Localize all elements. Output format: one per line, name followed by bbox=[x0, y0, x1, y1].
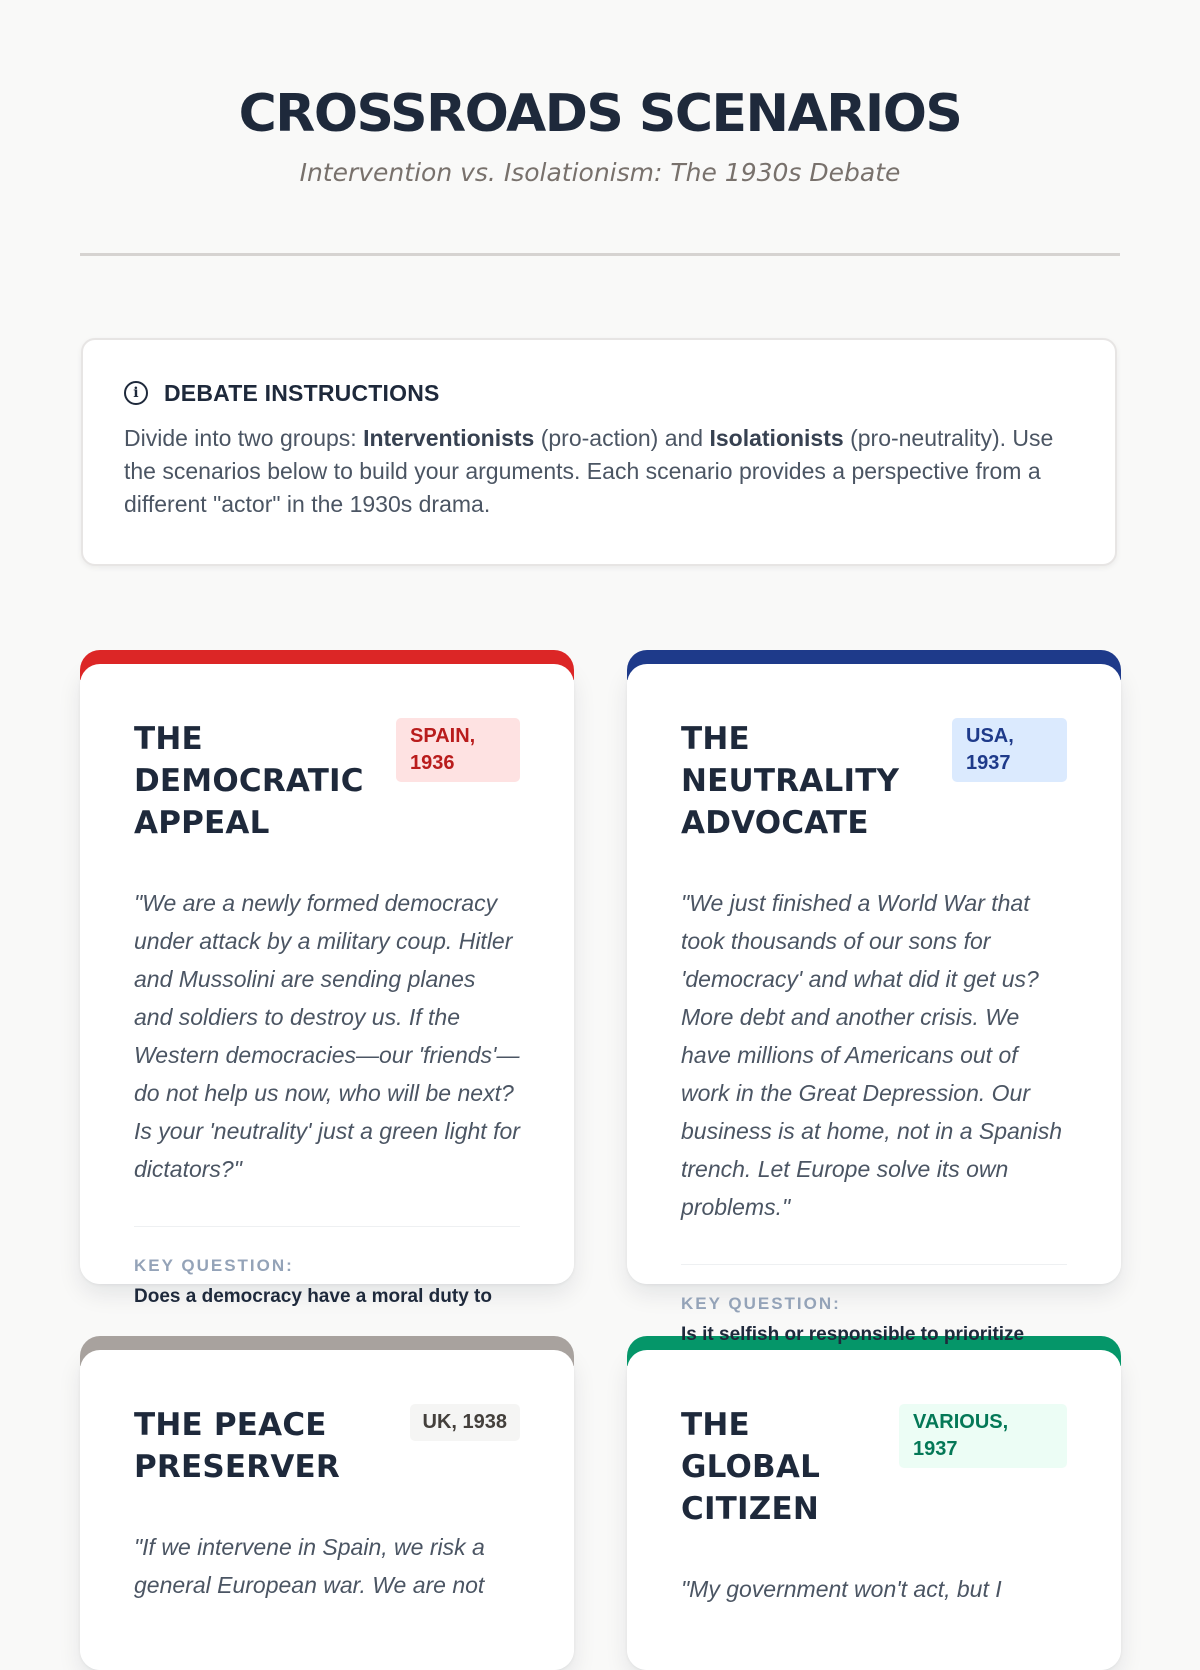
instructions-text-part: Divide into two groups: bbox=[124, 425, 364, 451]
key-question-label: KEY QUESTION: bbox=[134, 1256, 294, 1275]
card-title: THE PEACE PRESERVER bbox=[134, 1407, 340, 1485]
instructions-text-part: (pro-action) and bbox=[534, 425, 710, 451]
card-content bbox=[134, 1404, 520, 1604]
scenario-card-neutrality-advocate bbox=[627, 664, 1121, 1345]
card-title: THE DEMOCRATIC APPEAL bbox=[134, 721, 364, 841]
card-divider bbox=[681, 1264, 1067, 1265]
scenario-card-peace-preserver bbox=[80, 1350, 574, 1670]
page-title: CROSSROADS SCENARIOS bbox=[238, 84, 962, 144]
card-title: THE GLOBAL CITIZEN bbox=[681, 1407, 821, 1527]
card-content bbox=[134, 718, 520, 1308]
card-location-tag: SPAIN, 1936 bbox=[396, 718, 520, 782]
card-location-tag: VARIOUS, 1937 bbox=[899, 1404, 1067, 1468]
card-title: THE NEUTRALITY ADVOCATE bbox=[681, 721, 900, 841]
scenario-card-democratic-appeal bbox=[80, 664, 574, 1307]
instructions-text-part: (pro-neutrality). Use the scenarios below to build your arguments. Each scenario provides a perspective from a different "actor" in the 1930s drama. bbox=[124, 425, 1054, 517]
group-interventionists: Interventionists bbox=[363, 425, 535, 451]
card-header bbox=[134, 718, 520, 844]
card-header bbox=[681, 718, 1067, 844]
info-icon: i bbox=[124, 381, 148, 405]
instructions-heading: DEBATE INSTRUCTIONS bbox=[164, 379, 440, 406]
card-location-tag: UK, 1938 bbox=[410, 1404, 521, 1441]
instructions-heading-row bbox=[124, 378, 1075, 408]
instructions-text bbox=[124, 422, 1075, 521]
group-isolationists: Isolationists bbox=[709, 425, 844, 451]
debate-instructions-panel bbox=[81, 338, 1117, 566]
key-question-label: KEY QUESTION: bbox=[681, 1294, 841, 1313]
card-quote: "My government won't act, but I bbox=[681, 1576, 1002, 1602]
card-quote: "We just finished a World War that took thousands of our sons for 'democracy' and what did it get us? More debt and another crisis. We have millions of Americans out of work in the Great Depression. Our business is at home, not in a Spanish trench. Let Europe solve its own problems." bbox=[681, 890, 1063, 1220]
page-subtitle: Intervention vs. Isolationism: The 1930s Debate bbox=[299, 158, 901, 187]
card-header bbox=[134, 1404, 520, 1488]
key-question-text: Is it selfish or responsible to prioritize bbox=[681, 1324, 1025, 1345]
card-content bbox=[681, 1404, 1067, 1608]
card-location-tag: USA, 1937 bbox=[952, 718, 1067, 782]
card-quote: "We are a newly formed democracy under attack by a military coup. Hitler and Mussolini are sending planes and soldiers to destroy us. If the Western democracies—our 'friends'—do not help us now, who will be next? Is your 'neutrality' just a green light for dictators?" bbox=[134, 890, 520, 1182]
key-question-text: Does a democracy have a moral duty to bbox=[134, 1286, 492, 1307]
scenario-card-global-citizen bbox=[627, 1350, 1121, 1670]
card-divider bbox=[134, 1226, 520, 1227]
card-header bbox=[681, 1404, 1067, 1530]
card-content bbox=[681, 718, 1067, 1346]
page-header bbox=[80, 72, 1120, 190]
card-quote: "If we intervene in Spain, we risk a general European war. We are not bbox=[134, 1534, 485, 1598]
header-divider bbox=[80, 253, 1120, 256]
